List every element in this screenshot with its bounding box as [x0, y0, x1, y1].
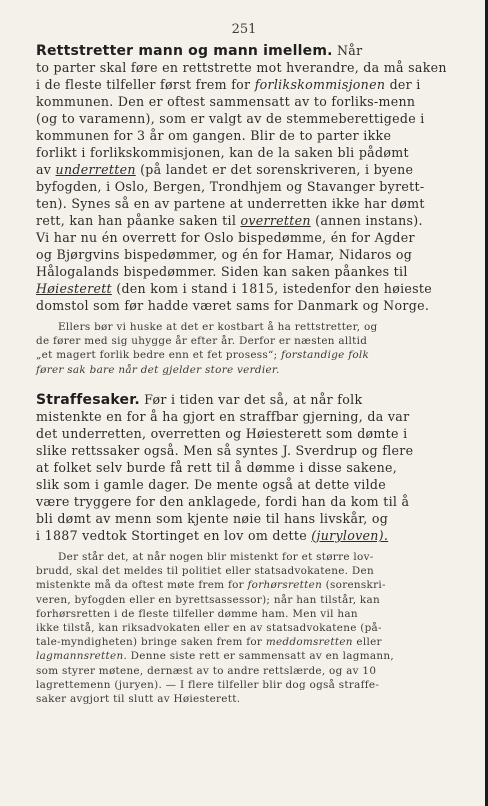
section-straffesaker [36, 391, 430, 544]
text-line: og Bjørgvins bispedømmer, og én for Hamar, Nidaros og [36, 247, 413, 262]
text-line: tale-myndigheten) bringe saken frem for meddomsretten eller [36, 636, 382, 649]
text-line: Vi har nu én overrett for Oslo bispedømme, én for Agder [36, 230, 415, 245]
text-line: saker avgjort til slutt av Høiesterett. [36, 692, 241, 705]
text-line: de fører med sig uhygge år efter år. Derfor er næsten alltid [36, 335, 368, 348]
text-line: lagmannsretten. Denne siste rett er sammensatt av en lagmann, [36, 650, 394, 663]
text-line: Høiesterett (den kom i stand i 1815, istedenfor den høieste [36, 281, 433, 296]
text-line: brudd, skal det meldes til politiet eller statsadvokatene. Den [36, 565, 374, 578]
text-line: ikke tilstå, kan riksadvokaten eller en av statsadvokatene (på- [36, 621, 382, 634]
text-line: det underretten, overretten og Høiesterett som dømte i [36, 426, 408, 441]
text-line: ten). Synes så en av partene at underretten ikke har dømt [36, 196, 425, 211]
text-line: „et magert forlik bedre enn et fet prosess“; forstandige folk [36, 349, 370, 362]
text-line: fører sak bare når det gjelder store verdier. [36, 363, 280, 376]
text-line: mistenkte må da oftest møte frem for forhørsretten (sorenskri- [36, 579, 386, 592]
text-line: forhørsretten i de fleste tilfeller dømme ham. Men vil han [36, 607, 358, 620]
text-line: i 1887 vedtok Stortinget en lov om dette (juryloven). [36, 528, 389, 543]
text-line: forlikt i forlikskommisjonen, kan de la saken bli pådømt [36, 145, 409, 160]
text-line: Straffesaker. Før i tiden var det så, at når folk [36, 392, 363, 408]
text-line: kommunen for 3 år om gangen. Blir de to parter ikke [36, 128, 392, 143]
text-line: som styrer møtene, dernæst av to andre rettslærde, og av 10 [36, 664, 377, 677]
text-line: slik som i gamle dager. De mente også at dette vilde [36, 477, 387, 492]
text-line: i de fleste tilfeller først frem for forlikskommisjonen der i [36, 77, 421, 92]
text-line: veren, byfogden eller en byrettsassessor); når han tilstår, kan [36, 593, 381, 606]
text-line: kommunen. Den er oftest sammensatt av to forliks-menn [36, 94, 416, 109]
text-line: Hålogalands bispedømmer. Siden kan saken påankes til [36, 264, 408, 279]
text-line: to parter skal føre en rettstrette mot hverandre, da må saken [36, 60, 447, 75]
text-line: (og to varamenn), som er valgt av de stemmeberettigede i [36, 111, 425, 126]
text-line: slike rettssaker også. Men så syntes J. Sverdrup og flere [36, 443, 414, 458]
section-rettstretter [36, 42, 447, 314]
text-line: bli dømt av menn som kjente nøie til hans livskår, og [36, 511, 389, 526]
text-line: rett, kan han påanke saken til overretten (annen instans). [36, 213, 423, 228]
section-heading-rettstretter: Rettstretter mann og mann imellem. [36, 43, 333, 59]
text-line: av underretten (på landet er det sorenskriveren, i byene [36, 162, 414, 177]
text-line: domstol som før hadde været sams for Danmark og Norge. [36, 298, 430, 313]
text-line: Ellers bør vi huske at det er kostbart å ha rettstretter, og [58, 321, 378, 333]
note-der-star [36, 550, 430, 706]
section-heading-straffesaker: Straffesaker. [36, 392, 140, 408]
text-line: mistenkte en for å ha gjort en straffbar gjerning, da var [36, 409, 410, 424]
text-line: lagrettemenn (juryen). — I flere tilfeller blir dog også straffe- [36, 678, 380, 691]
text-line: at folket selv burde få rett til å dømme i disse sakene, [36, 460, 398, 475]
text-line: byfogden, i Oslo, Bergen, Trondhjem og Stavanger byrett- [36, 179, 425, 194]
text-line: være tryggere for den anklagede, fordi han da kom til å [36, 494, 410, 509]
text-line: Rettstretter mann og mann imellem. Når [36, 43, 363, 59]
note-ellers [36, 320, 430, 377]
page-number: 251 [231, 22, 257, 37]
text-line: Der står det, at når nogen blir mistenkt for et større lov- [58, 551, 374, 563]
